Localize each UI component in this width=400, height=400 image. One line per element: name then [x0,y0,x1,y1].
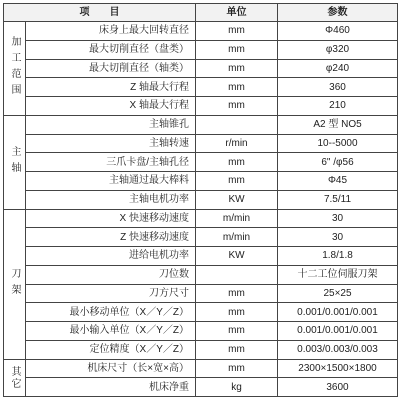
table-row [4,172,398,191]
item-name: 最小移动单位（X／Y／Z） [26,303,196,322]
param-value: 0.001/0.001/0.001 [278,303,398,322]
table-row [4,115,398,134]
header-item: 项 目 [4,4,196,22]
table-row [4,322,398,341]
item-name: 机床尺寸（长×宽×高） [26,359,196,378]
item-name: 主轴通过最大棒料 [26,172,196,191]
item-name: Z 快速移动速度 [26,228,196,247]
item-name: X 轴最大行程 [26,97,196,116]
param-value: 360 [278,78,398,97]
param-value: 210 [278,97,398,116]
item-name: 进给电机功率 [26,247,196,266]
table-row [4,97,398,116]
item-name: 刀位数 [26,265,196,284]
spec-table [3,3,398,397]
table-row [4,78,398,97]
item-name: 主轴转速 [26,134,196,153]
param-value: 7.5/11 [278,190,398,209]
table-row [4,247,398,266]
unit-cell: kg [196,378,278,397]
unit-cell: m/min [196,228,278,247]
param-value: 0.003/0.003/0.003 [278,340,398,359]
table-row [4,134,398,153]
param-value: 1.8/1.8 [278,247,398,266]
unit-cell: mm [196,284,278,303]
table-row [4,303,398,322]
unit-cell: mm [196,322,278,341]
unit-cell: mm [196,359,278,378]
spec-body [4,22,398,397]
table-row [4,340,398,359]
unit-cell: KW [196,247,278,266]
table-row [4,40,398,59]
param-value: 0.001/0.001/0.001 [278,322,398,341]
param-value: 30 [278,209,398,228]
unit-cell: mm [196,78,278,97]
param-value: 2300×1500×1800 [278,359,398,378]
item-name: 主轴电机功率 [26,190,196,209]
item-name: 三爪卡盘/主轴孔径 [26,153,196,172]
table-row [4,59,398,78]
table-row [4,378,398,397]
group-label: 加工范围 [4,22,26,116]
param-value: 6" /φ56 [278,153,398,172]
param-value: A2 型 NO5 [278,115,398,134]
table-row [4,22,398,41]
item-name: 主轴锥孔 [26,115,196,134]
item-name: 床身上最大回转直径 [26,22,196,41]
group-label: 刀架 [4,209,26,359]
param-value: Φ460 [278,22,398,41]
param-value: 25×25 [278,284,398,303]
unit-cell: mm [196,340,278,359]
table-row [4,153,398,172]
item-name: 定位精度（X／Y／Z） [26,340,196,359]
table-row [4,190,398,209]
unit-cell: mm [196,97,278,116]
param-value: 10--5000 [278,134,398,153]
item-name: 最小输入单位（X／Y／Z） [26,322,196,341]
item-name: 机床净重 [26,378,196,397]
header-row [4,4,398,22]
unit-cell [196,265,278,284]
table-row [4,265,398,284]
group-label: 其它 [4,359,26,397]
item-name: 刀方尺寸 [26,284,196,303]
param-value: φ320 [278,40,398,59]
param-value: φ240 [278,59,398,78]
param-value: 十二工位伺服刀架 [278,265,398,284]
item-name: 最大切削直径（轴类） [26,59,196,78]
unit-cell: mm [196,303,278,322]
param-value: 30 [278,228,398,247]
item-name: 最大切削直径（盘类） [26,40,196,59]
unit-cell: mm [196,59,278,78]
unit-cell: mm [196,153,278,172]
item-name: X 快速移动速度 [26,209,196,228]
item-name: Z 轴最大行程 [26,78,196,97]
table-row [4,209,398,228]
table-row [4,359,398,378]
header-param: 参数 [278,4,398,22]
group-label: 主轴 [4,115,26,209]
unit-cell [196,115,278,134]
unit-cell: mm [196,172,278,191]
unit-cell: KW [196,190,278,209]
param-value: Φ45 [278,172,398,191]
unit-cell: r/min [196,134,278,153]
table-row [4,284,398,303]
header-unit: 单位 [196,4,278,22]
unit-cell: mm [196,22,278,41]
unit-cell: mm [196,40,278,59]
param-value: 3600 [278,378,398,397]
table-row [4,228,398,247]
unit-cell: m/min [196,209,278,228]
